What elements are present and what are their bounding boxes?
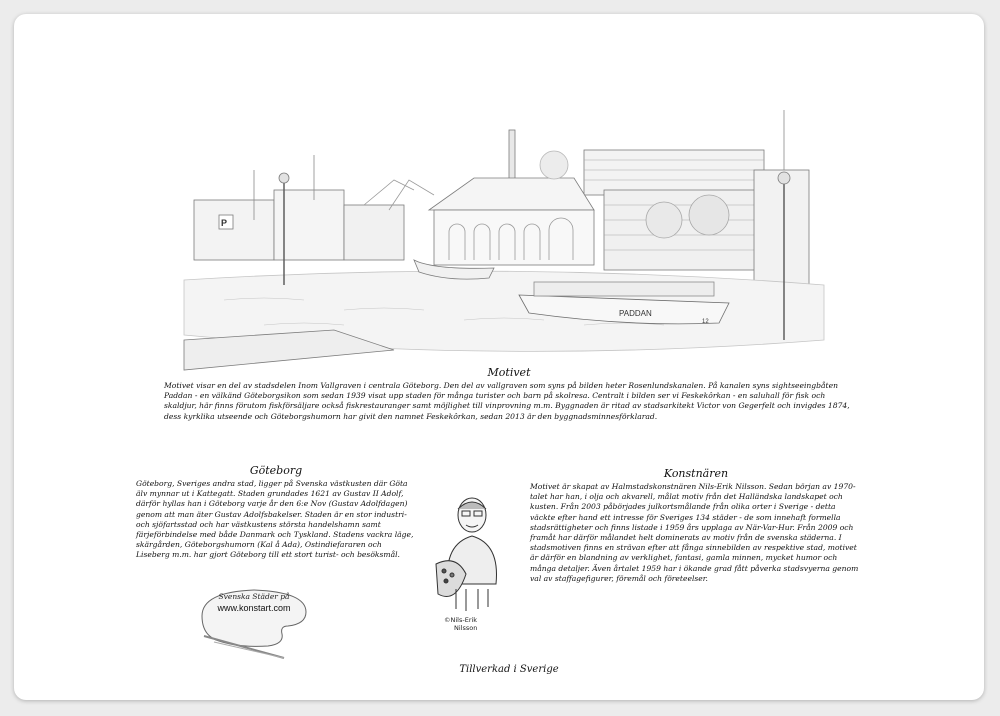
motivet-text: Motivet visar en del av stadsdelen Inom Vallgraven i centrala Göteborg. Den del av vallgraven som syns på bilden heter Rosenlundskanalen. På kanalen syns sightseeingbåten Paddan - en välkänd Göteborgsikon som sedan 1939 visat upp staden för många turister och barn på skolresa. Centralt i bilden ser vi Feskekôrkan - en saluhall för fisk och skaldjur, här finns förutom fiskförsäljare också fiskrestauranger samt möjlighet till vinprovning m.m. Byggnaden är ritad av stadsarkitekt Victor von Gegerfelt och invigdes 1874, dess kyrklika utseende och Göteborgshumorn har givit den namnet Feskekôrkan, sedan 2013 är den byggnadsminnesförklarad. (164, 381, 850, 421)
goteborg-heading: Göteborg (249, 464, 303, 477)
logo-url: www.konstart.com (217, 603, 291, 613)
artist-signature (444, 616, 477, 632)
goteborg-text: Göteborg, Sveriges andra stad, ligger på Svenska västkusten där Göta älv mynnar ut i Kattegatt. Staden grundades 1621 av Gustav II Adolf, därför hyllas han i Göteborg varje år den 6:e Nov (Gustav Adolfdagen) genom att man äter Gustav Adolfsbakelser. Staden är en stor industri- och sjöfartsstad och har västkustens största handelshamn samt färjeförbindelse med både Danmark och Tyskland. Stadens vackra läge, skärgården, Göteborgshumorn (Kal å Ada), Ostindiefararen och Liseberg m.m. har gjort Göteborg till ett stort turist- och besöksmål. (136, 479, 414, 560)
signature-line-1: ©Nils-Erik (444, 616, 478, 624)
goteborg-section (136, 464, 416, 561)
konstnaren-text: Motivet är skapat av Halmstadskonstnären Nils-Erik Nilsson. Sedan början av 1970-talet har han, i olja och akvarell, målat motiv från det Halländska landskapet och kusten. Från 2003 påbörjades julkortsmålande från olika orter i Sverige - detta väckte efter hand ett intresse för Sveriges 134 städer - de som innehaft formella stadsrättigheter och finns listade i 1959 års upplaga av När-Var-Hur. Från 2009 och framåt har därför målandet helt dominerats av motiv från de svenska städerna. I stadsmotiven finns en strävan efter att fånga sinnebilden av respektive stad, motivet är därför en blandning av verklighet, fantasi, gamla minnen, mycket humor och många detaljer. Även årtalet 1959 har i ökande grad fått påverka stadsvyerna genom val av staffagefigurer, föremål och företeelser. (530, 482, 859, 583)
konstnaren-heading: Konstnären (663, 467, 729, 480)
konstnaren-section (530, 467, 862, 584)
signature-line-2: Nilsson (454, 624, 478, 632)
parking-sign: P (221, 218, 228, 228)
city-illustration (164, 110, 844, 380)
poster-sheet (14, 14, 984, 700)
logo-tagline: Svenska Städer på (218, 592, 290, 601)
motivet-section (164, 366, 854, 422)
motivet-heading: Motivet (487, 366, 531, 379)
made-in-label: Tillverkad i Sverige (459, 664, 559, 675)
konstart-logo (194, 586, 314, 661)
boat-number-label: 12 (702, 319, 709, 325)
boat-name-label: PADDAN (619, 309, 652, 318)
